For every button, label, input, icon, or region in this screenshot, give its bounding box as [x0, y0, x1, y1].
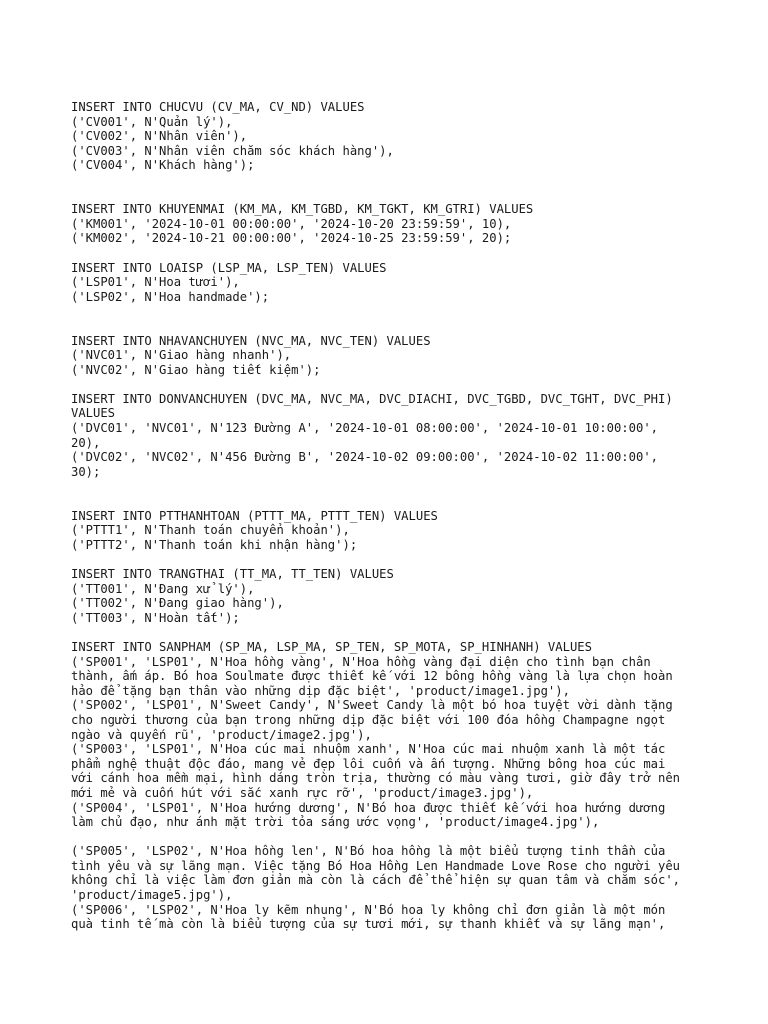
- code-line: INSERT INTO NHAVANCHUYEN (NVC_MA, NVC_TEN) VALUES: [71, 333, 431, 348]
- code-line: tình yêu và sự lãng mạn. Việc tặng Bó Hoa Hồng Len Handmade Love Rose cho người yêu: [71, 858, 681, 873]
- sql-statement-chucvu: [71, 100, 711, 173]
- sql-statement-nhavanchuyen: [71, 334, 711, 378]
- code-line: thành, ấm áp. Bó hoa Soulmate được thiết kế với 12 bông hồng vàng là lựa chọn hoàn: [71, 669, 673, 684]
- code-line: quà tinh tế mà còn là biểu tượng của sự tươi mới, sự thanh khiết và sự lãng mạn',: [71, 917, 666, 932]
- code-line: làm chủ đạo, như ánh mặt trời tỏa sáng ước vọng', 'product/image4.jpg'),: [71, 815, 600, 830]
- blank-line: [71, 494, 711, 509]
- sql-statement-loaisp: [71, 261, 711, 305]
- sql-statement-sanpham-cont: [71, 844, 711, 932]
- sql-statement-ptthanhtoan: [71, 509, 711, 553]
- code-line: 20),: [71, 435, 101, 450]
- code-line: INSERT INTO DONVANCHUYEN (DVC_MA, NVC_MA, DVC_DIACHI, DVC_TGBD, DVC_TGHT, DVC_PHI): [71, 391, 673, 406]
- code-line: ('DVC02', 'NVC02', N'456 Đường B', '2024-10-02 09:00:00', '2024-10-02 11:00:00',: [71, 450, 658, 465]
- blank-line: [71, 319, 711, 334]
- code-line: ('TT003', N'Hoàn tất');: [71, 610, 240, 625]
- code-line: INSERT INTO TRANGTHAI (TT_MA, TT_TEN) VALUES: [71, 567, 394, 581]
- code-line: mới mẻ và cuốn hút với sắc xanh rực rỡ', 'product/image3.jpg'),: [71, 785, 534, 800]
- code-line: ('CV004', N'Khách hàng');: [71, 158, 255, 173]
- sql-statement-trangthai: [71, 567, 711, 625]
- code-line: ('CV001', N'Quản lý'),: [71, 114, 233, 129]
- blank-line: [71, 830, 711, 845]
- code-line: ngào và quyến rũ', 'product/image2.jpg'),: [71, 727, 372, 742]
- sql-code-listing: [71, 100, 711, 932]
- sql-statement-khuyenmai: [71, 202, 711, 246]
- code-line: cho người thương của bạn trong những dịp đặc biệt với 100 đóa hồng Champagne ngọt: [71, 712, 666, 727]
- code-line: phẩm nghệ thuật độc đáo, mang vẻ đẹp lôi cuốn và ấn tượng. Những bông hoa cúc mai: [71, 756, 666, 771]
- sql-statement-sanpham: [71, 640, 711, 830]
- code-line: INSERT INTO SANPHAM (SP_MA, LSP_MA, SP_TEN, SP_MOTA, SP_HINHANH) VALUES: [71, 639, 592, 654]
- code-line: INSERT INTO KHUYENMAI (KM_MA, KM_TGBD, KM_TGKT, KM_GTRI) VALUES: [71, 202, 534, 217]
- code-line: ('KM002', '2024-10-21 00:00:00', '2024-10-25 23:59:59', 20);: [71, 231, 512, 246]
- code-line: ('PTTT2', N'Thanh toán khi nhận hàng');: [71, 537, 358, 552]
- blank-line: [71, 552, 711, 567]
- code-line: VALUES: [71, 406, 116, 421]
- code-line: ('LSP02', N'Hoa handmade');: [71, 289, 270, 304]
- code-line: ('TT001', N'Đang xử lý'),: [71, 581, 255, 596]
- code-line: ('LSP01', N'Hoa tươi'),: [71, 275, 240, 290]
- code-line: ('SP002', 'LSP01', N'Sweet Candy', N'Sweet Candy là một bó hoa tuyệt vời dành tặng: [71, 698, 673, 713]
- code-line: ('PTTT1', N'Thanh toán chuyển khoản'),: [71, 523, 350, 538]
- code-line: ('SP003', 'LSP01', N'Hoa cúc mai nhuộm xanh', N'Hoa cúc mai nhuộm xanh là một tác: [71, 742, 666, 757]
- code-line: hảo để tặng bạn thân vào những dịp đặc biệt', 'product/image1.jpg'),: [71, 683, 570, 698]
- code-line: ('TT002', N'Đang giao hàng'),: [71, 596, 284, 611]
- code-line: không chỉ là việc làm đơn giản mà còn là cách để thể hiện sự quan tâm và chăm sóc',: [71, 873, 681, 888]
- blank-line: [71, 377, 711, 392]
- code-line: INSERT INTO CHUCVU (CV_MA, CV_ND) VALUES: [71, 100, 365, 114]
- blank-line: [71, 304, 711, 319]
- code-line: ('CV003', N'Nhân viên chăm sóc khách hàng'),: [71, 143, 394, 158]
- blank-line: [71, 173, 711, 188]
- code-line: với cánh hoa mềm mại, hình dáng tròn trịa, thường có màu vàng tươi, giờ đây trở nên: [71, 771, 681, 786]
- blank-line: [71, 188, 711, 203]
- code-line: ('NVC02', N'Giao hàng tiết kiệm');: [71, 362, 321, 377]
- blank-line: [71, 625, 711, 640]
- code-line: ('SP006', 'LSP02', N'Hoa ly kẽm nhung', N'Bó hoa ly không chỉ đơn giản là một món: [71, 902, 666, 917]
- code-line: INSERT INTO LOAISP (LSP_MA, LSP_TEN) VALUES: [71, 260, 387, 275]
- blank-line: [71, 246, 711, 261]
- blank-line: [71, 479, 711, 494]
- code-line: ('SP001', 'LSP01', N'Hoa hồng vàng', N'Hoa hồng vàng đại diện cho tình bạn chân: [71, 654, 651, 669]
- sql-statement-donvanchuyen: [71, 392, 711, 480]
- code-line: INSERT INTO PTTHANHTOAN (PTTT_MA, PTTT_TEN) VALUES: [71, 508, 438, 523]
- code-line: ('SP004', 'LSP01', N'Hoa hướng dương', N'Bó hoa được thiết kế với hoa hướng dương: [71, 800, 666, 815]
- code-line: ('KM001', '2024-10-01 00:00:00', '2024-10-20 23:59:59', 10),: [71, 216, 512, 231]
- code-line: ('DVC01', 'NVC01', N'123 Đường A', '2024-10-01 08:00:00', '2024-10-01 10:00:00',: [71, 421, 658, 436]
- code-line: ('NVC01', N'Giao hàng nhanh'),: [71, 348, 292, 363]
- code-line: 30);: [71, 464, 101, 479]
- code-line: ('CV002', N'Nhân viên'),: [71, 129, 248, 144]
- code-line: ('SP005', 'LSP02', N'Hoa hồng len', N'Bó hoa hồng là một biểu tượng tinh thần của: [71, 844, 666, 859]
- code-line: 'product/image5.jpg'),: [71, 888, 233, 903]
